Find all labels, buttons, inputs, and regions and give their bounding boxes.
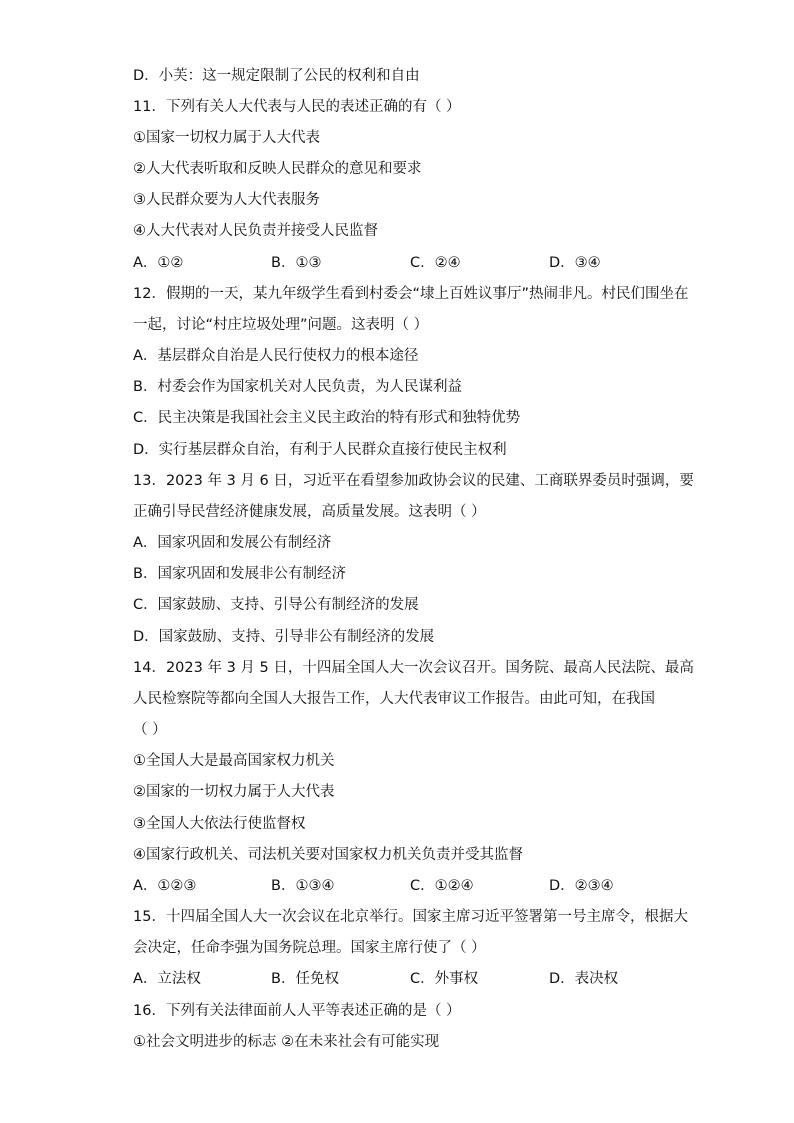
q12-option-b: B．村委会作为国家机关对人民负责，为人民谋利益 (133, 379, 462, 395)
q15-option-b: B．任免权 (271, 971, 339, 987)
q13-stem-line-1: 13．2023 年 3 月 6 日，习近平在看望参加政协会议的民建、工商联界委员时强调，要 (133, 473, 694, 489)
q11-option-d: D．③④ (549, 255, 601, 271)
q11-item-2: ②人大代表听取和反映人民群众的意见和要求 (133, 161, 422, 177)
q10-option-d: D．小芙：这一规定限制了公民的权利和自由 (133, 68, 420, 84)
q14-stem-line-3: （ ） (133, 722, 167, 738)
q14-item-2: ②国家的一切权力属于人大代表 (133, 784, 335, 800)
q15-option-c: C．外事权 (410, 971, 479, 987)
q12-option-d: D．实行基层群众自治，有利于人民群众直接行使民主权利 (133, 442, 507, 458)
q13-option-a: A．国家巩固和发展公有制经济 (133, 535, 332, 551)
q15-option-d: D．表决权 (549, 971, 619, 987)
q11-option-c: C．②④ (410, 255, 461, 271)
q13-stem-line-2: 正确引导民营经济健康发展，高质量发展。这表明（ ） (133, 504, 486, 520)
q14-item-3: ③全国人大依法行使监督权 (133, 816, 306, 832)
q14-stem-line-1: 14．2023 年 3 月 5 日，十四届全国人大一次会议召开。国务院、最高人民法院、最高 (133, 660, 694, 676)
q13-option-d: D．国家鼓励、支持、引导非公有制经济的发展 (133, 629, 435, 645)
q14-option-d: D．②③④ (549, 878, 614, 894)
q11-option-b: B．①③ (271, 255, 322, 271)
q12-option-a: A．基层群众自治是人民行使权力的根本途径 (133, 348, 419, 364)
q14-stem-line-2: 人民检察院等都向全国人大报告工作，人大代表审议工作报告。由此可知，在我国 (133, 691, 655, 707)
q11-item-4: ④人大代表对人民负责并接受人民监督 (133, 223, 378, 239)
q14-option-a: A．①②③ (133, 878, 197, 894)
q15-stem-line-2: 会决定，任命李强为国务院总理。国家主席行使了（ ） (133, 940, 486, 956)
q14-option-b: B．①③④ (271, 878, 335, 894)
q11-option-a: A．①② (133, 255, 184, 271)
q16-items-line-1: ①社会文明进步的标志 ②在未来社会有可能实现 (133, 1034, 440, 1050)
q12-option-c: C．民主决策是我国社会主义民主政治的特有形式和独特优势 (133, 410, 521, 426)
q16-stem: 16．下列有关法律面前人人平等表述正确的是（ ） (133, 1003, 461, 1019)
q13-option-c: C．国家鼓励、支持、引导公有制经济的发展 (133, 597, 419, 613)
q15-option-a: A．立法权 (133, 971, 201, 987)
q12-stem-line-2: 一起，讨论“村庄垃圾处理”问题。这表明（ ） (133, 317, 429, 333)
q12-stem-line-1: 12．假期的一天，某九年级学生看到村委会“埭上百姓议事厅”热闹非凡。村民们围坐在 (133, 286, 689, 302)
q15-stem-line-1: 15．十四届全国人大一次会议在北京举行。国家主席习近平签署第一号主席令，根据大 (133, 909, 688, 925)
q11-item-1: ①国家一切权力属于人大代表 (133, 130, 320, 146)
q13-option-b: B．国家巩固和发展非公有制经济 (133, 566, 346, 582)
q14-item-4: ④国家行政机关、司法机关要对国家权力机关负责并受其监督 (133, 847, 523, 863)
q14-option-c: C．①②④ (410, 878, 474, 894)
q11-item-3: ③人民群众要为人大代表服务 (133, 192, 320, 208)
q11-stem: 11．下列有关人大代表与人民的表述正确的有（ ） (133, 99, 461, 115)
q14-item-1: ①全国人大是最高国家权力机关 (133, 753, 335, 769)
